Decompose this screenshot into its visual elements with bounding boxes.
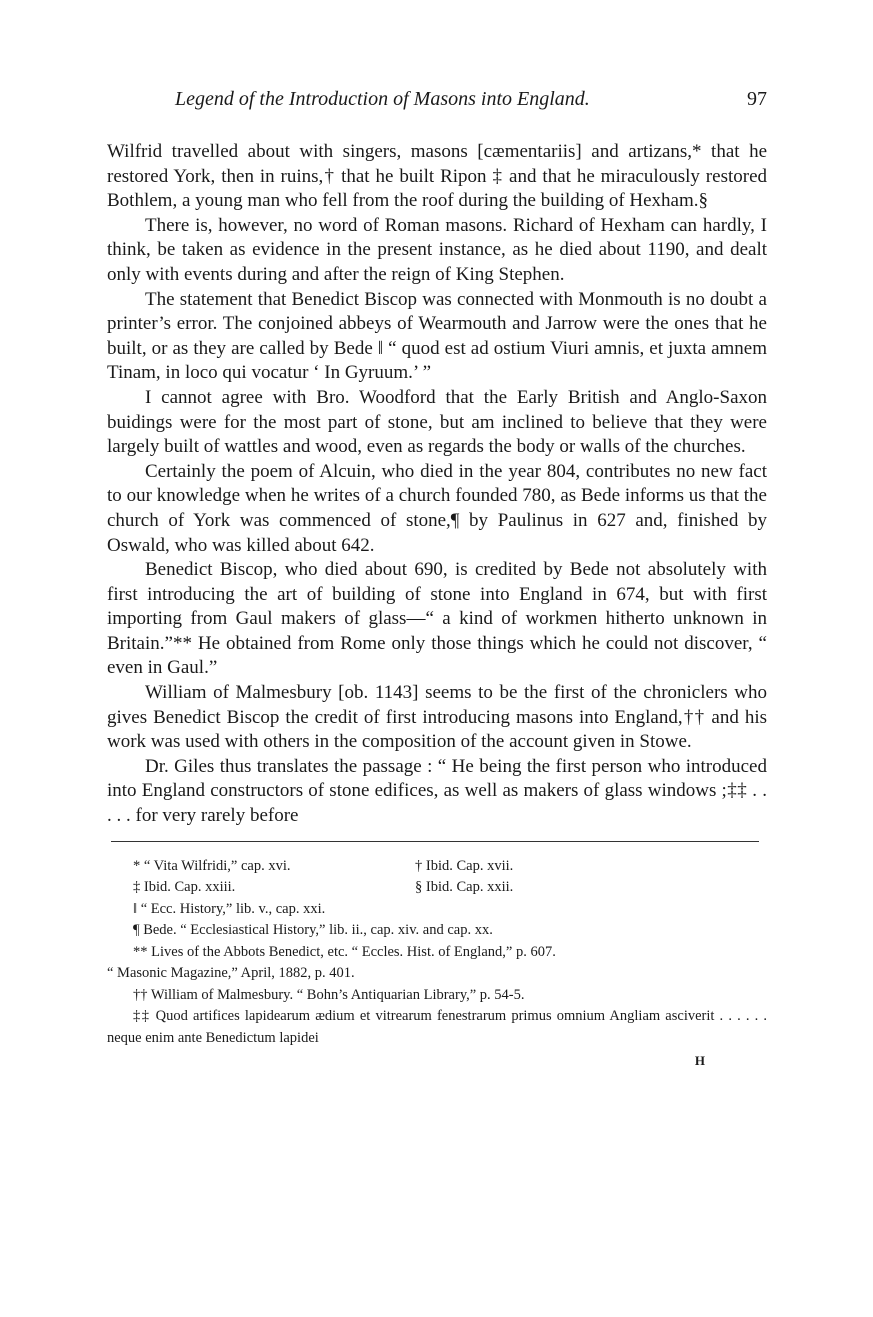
footnote: ‡ Ibid. Cap. xxiii.: [133, 879, 236, 896]
paragraph: There is, however, no word of Roman masons. Richard of Hexham can hardly, I think, be taken as evidence in the present instance, as he died about 1190, and dealt only with events during and after the reign of King Stephen.: [107, 214, 767, 285]
running-title: Legend of the Introduction of Masons into England.: [175, 88, 590, 110]
footnote-divider: [111, 841, 759, 842]
footnote: †† William of Malmesbury. “ Bohn’s Antiquarian Library,” p. 54-5.: [133, 986, 525, 1003]
paragraph: William of Malmesbury [ob. 1143] seems to be the first of the chroniclers who gives Benedict Biscop the credit of first introducing masons into England,†† and his work was used with others in the composition of the account given in Stowe.: [107, 682, 767, 753]
paragraph: I cannot agree with Bro. Woodford that the Early British and Anglo-Saxon buidings were for the most part of stone, but am inclined to believe that they were largely built of wattles and wood, even as regards the body or walls of the churches.: [107, 386, 767, 458]
running-header: [107, 86, 767, 116]
paragraph: The statement that Benedict Biscop was connected with Monmouth is no doubt a printer’s error. The conjoined abbeys of Wearmouth and Jarrow were the ones that he built, or as they are called by Bede ‖ “ quod est ad ostium Viuri amnis, et juxta amnem Tinam, in loco qui vocatur ‘ In Gyruum.’ ”: [107, 288, 767, 384]
footnotes: [107, 856, 767, 1050]
footnote: ¶ Bede. “ Ecclesiastical History,” lib. ii., cap. xiv. and cap. xx.: [133, 922, 493, 939]
footnote: ‡‡ Quod artifices lapidearum ædium et vitrearum fenestrarum primus omnium Angliam asciverit . . . . . . neque enim ante Benedictum lapidei: [107, 1008, 767, 1046]
footnote: § Ibid. Cap. xxii.: [415, 879, 514, 896]
page: [107, 86, 767, 1069]
footnote: ** Lives of the Abbots Benedict, etc. “ Eccles. Hist. of England,” p. 607.: [133, 943, 556, 960]
footnote-pair: [107, 856, 767, 878]
footnote-pair: [107, 877, 767, 899]
footnote: † Ibid. Cap. xvii.: [415, 857, 514, 874]
paragraph: Wilfrid travelled about with singers, masons [cæmentariis] and artizans,* that he restored York, then in ruins,† that he built Ripon ‡ and that he miraculously restored Bothlem, a young man who fell from the roof during the building of Hexham.§: [107, 141, 767, 212]
paragraph: Certainly the poem of Alcuin, who died in the year 804, contributes no new fact to our knowledge when he writes of a church founded 780, as Bede informs us that the church of York was commenced of stone,¶ by Paulinus in 627 and, finished by Oswald, who was killed about 642.: [107, 460, 767, 556]
footnote: ‖ “ Ecc. History,” lib. v., cap. xxi.: [133, 900, 326, 917]
paragraph: Benedict Biscop, who died about 690, is credited by Bede not absolutely with first introducing the art of building of stone into England in 674, but with first importing from Gaul makers of glass—“ a kind of workmen hitherto unknown in Britain.”** He obtained from Rome only those things which he could not discover, “ even in Gaul.”: [107, 559, 767, 679]
paragraph: Dr. Giles thus translates the passage : “ He being the first person who introduced into England constructors of stone edifices, as well as makers of glass windows ;‡‡ . . . . . for very rarely before: [107, 755, 767, 827]
footnote: * “ Vita Wilfridi,” cap. xvi.: [133, 857, 291, 874]
body-text: [107, 140, 767, 829]
page-number: 97: [747, 88, 767, 110]
signature-mark: H: [694, 1053, 705, 1069]
footnote-continuation: “ Masonic Magazine,” April, 1882, p. 401.: [107, 965, 355, 982]
